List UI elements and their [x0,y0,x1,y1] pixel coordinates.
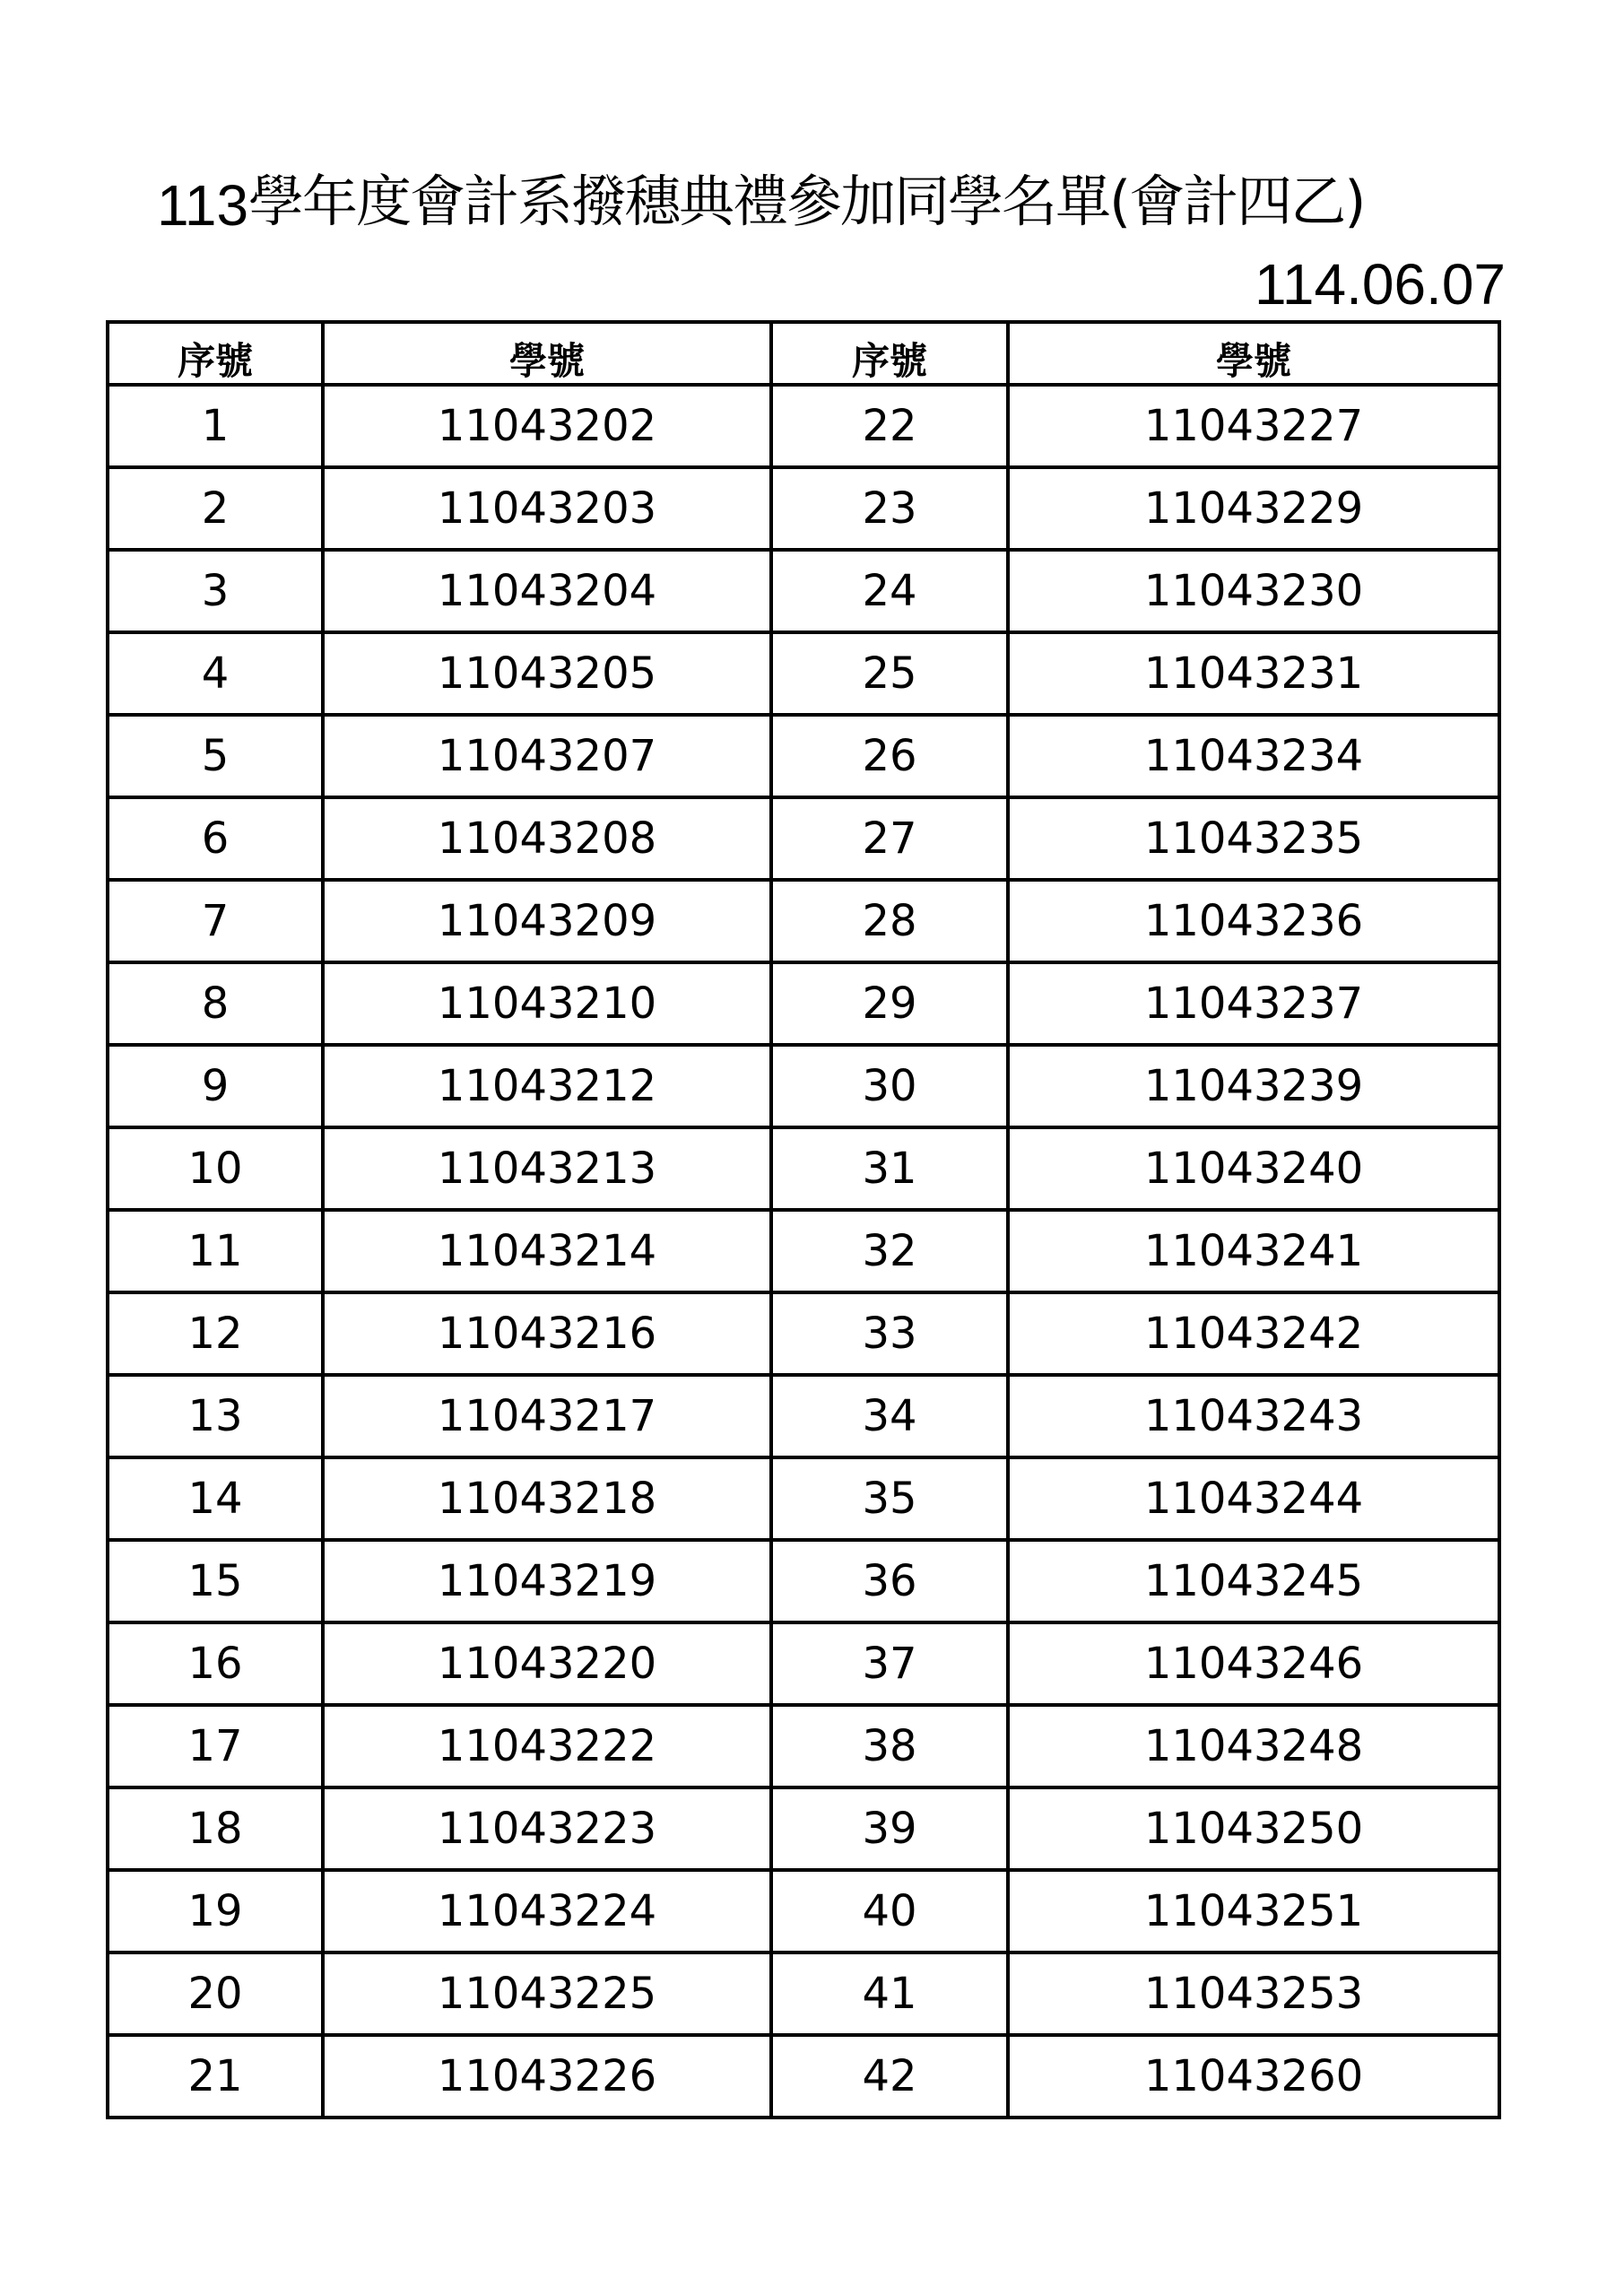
left-student-id-cell: 11043218 [323,1457,771,1540]
right-student-id-cell: 11043246 [1008,1622,1499,1705]
header-student-id-right: 學號 [1008,322,1499,385]
table-row [108,1705,1499,1787]
left-seq-cell: 10 [108,1127,323,1210]
left-seq-cell: 19 [108,1870,323,1952]
right-seq-cell: 29 [771,962,1008,1045]
right-seq-cell: 42 [771,2035,1008,2118]
right-student-id-cell: 11043227 [1008,385,1499,467]
table-header-row [108,322,1499,385]
student-roster-table [106,320,1501,2119]
left-seq-cell: 21 [108,2035,323,2118]
right-seq-cell: 37 [771,1622,1008,1705]
right-student-id-cell: 11043229 [1008,467,1499,550]
table-row [108,1787,1499,1870]
left-seq-cell: 15 [108,1540,323,1622]
left-student-id-cell: 11043220 [323,1622,771,1705]
right-seq-cell: 39 [771,1787,1008,1870]
left-student-id-cell: 11043222 [323,1705,771,1787]
table-row [108,1870,1499,1952]
left-student-id-cell: 11043226 [323,2035,771,2118]
left-student-id-cell: 11043209 [323,880,771,962]
table-row [108,1952,1499,2035]
document-date: 114.06.07 [1255,252,1506,317]
right-student-id-cell: 11043251 [1008,1870,1499,1952]
left-student-id-cell: 11043225 [323,1952,771,2035]
right-seq-cell: 34 [771,1375,1008,1457]
right-seq-cell: 36 [771,1540,1008,1622]
right-student-id-cell: 11043230 [1008,550,1499,632]
left-seq-cell: 16 [108,1622,323,1705]
left-seq-cell: 1 [108,385,323,467]
table-row [108,797,1499,880]
right-seq-cell: 38 [771,1705,1008,1787]
right-student-id-cell: 11043245 [1008,1540,1499,1622]
left-seq-cell: 4 [108,632,323,715]
left-seq-cell: 11 [108,1210,323,1292]
right-seq-cell: 31 [771,1127,1008,1210]
left-student-id-cell: 11043213 [323,1127,771,1210]
left-seq-cell: 5 [108,715,323,797]
right-seq-cell: 35 [771,1457,1008,1540]
left-student-id-cell: 11043208 [323,797,771,880]
table-row [108,385,1499,467]
right-student-id-cell: 11043242 [1008,1292,1499,1375]
table-row [108,2035,1499,2118]
left-seq-cell: 18 [108,1787,323,1870]
right-student-id-cell: 11043231 [1008,632,1499,715]
table-row [108,550,1499,632]
right-student-id-cell: 11043243 [1008,1375,1499,1457]
right-student-id-cell: 11043239 [1008,1045,1499,1127]
table-row [108,962,1499,1045]
table-row [108,880,1499,962]
left-seq-cell: 9 [108,1045,323,1127]
table-row [108,1127,1499,1210]
left-student-id-cell: 11043207 [323,715,771,797]
left-student-id-cell: 11043219 [323,1540,771,1622]
right-student-id-cell: 11043248 [1008,1705,1499,1787]
left-seq-cell: 6 [108,797,323,880]
right-student-id-cell: 11043236 [1008,880,1499,962]
right-student-id-cell: 11043260 [1008,2035,1499,2118]
left-seq-cell: 8 [108,962,323,1045]
table-row [108,1292,1499,1375]
right-seq-cell: 41 [771,1952,1008,2035]
left-student-id-cell: 11043217 [323,1375,771,1457]
right-student-id-cell: 11043240 [1008,1127,1499,1210]
right-student-id-cell: 11043244 [1008,1457,1499,1540]
table-row [108,1622,1499,1705]
left-student-id-cell: 11043210 [323,962,771,1045]
left-student-id-cell: 11043203 [323,467,771,550]
left-seq-cell: 14 [108,1457,323,1540]
right-student-id-cell: 11043253 [1008,1952,1499,2035]
left-seq-cell: 13 [108,1375,323,1457]
table-row [108,632,1499,715]
right-seq-cell: 24 [771,550,1008,632]
right-student-id-cell: 11043237 [1008,962,1499,1045]
right-student-id-cell: 11043241 [1008,1210,1499,1292]
right-seq-cell: 32 [771,1210,1008,1292]
header-seq-right: 序號 [771,322,1008,385]
table-row [108,1045,1499,1127]
left-seq-cell: 7 [108,880,323,962]
table-body [108,385,1499,2118]
right-seq-cell: 40 [771,1870,1008,1952]
title-year: 113 [157,173,249,238]
right-student-id-cell: 11043234 [1008,715,1499,797]
right-seq-cell: 28 [771,880,1008,962]
title-main: 學年度會計系撥穗典禮參加同學名單(會計四乙) [248,169,1365,234]
left-seq-cell: 3 [108,550,323,632]
table-row [108,467,1499,550]
table-row [108,1540,1499,1622]
right-seq-cell: 25 [771,632,1008,715]
left-seq-cell: 2 [108,467,323,550]
left-student-id-cell: 11043205 [323,632,771,715]
left-student-id-cell: 11043224 [323,1870,771,1952]
right-student-id-cell: 11043250 [1008,1787,1499,1870]
table-row [108,1457,1499,1540]
left-student-id-cell: 11043223 [323,1787,771,1870]
left-student-id-cell: 11043214 [323,1210,771,1292]
right-seq-cell: 26 [771,715,1008,797]
left-student-id-cell: 11043202 [323,385,771,467]
left-seq-cell: 20 [108,1952,323,2035]
table-row [108,1210,1499,1292]
right-seq-cell: 30 [771,1045,1008,1127]
left-student-id-cell: 11043204 [323,550,771,632]
header-student-id-left: 學號 [323,322,771,385]
right-seq-cell: 22 [771,385,1008,467]
left-seq-cell: 12 [108,1292,323,1375]
right-seq-cell: 27 [771,797,1008,880]
right-seq-cell: 33 [771,1292,1008,1375]
left-seq-cell: 17 [108,1705,323,1787]
right-student-id-cell: 11043235 [1008,797,1499,880]
right-seq-cell: 23 [771,467,1008,550]
left-student-id-cell: 11043216 [323,1292,771,1375]
header-seq-left: 序號 [108,322,323,385]
table-row [108,1375,1499,1457]
document-title [157,157,1520,238]
table-row [108,715,1499,797]
left-student-id-cell: 11043212 [323,1045,771,1127]
